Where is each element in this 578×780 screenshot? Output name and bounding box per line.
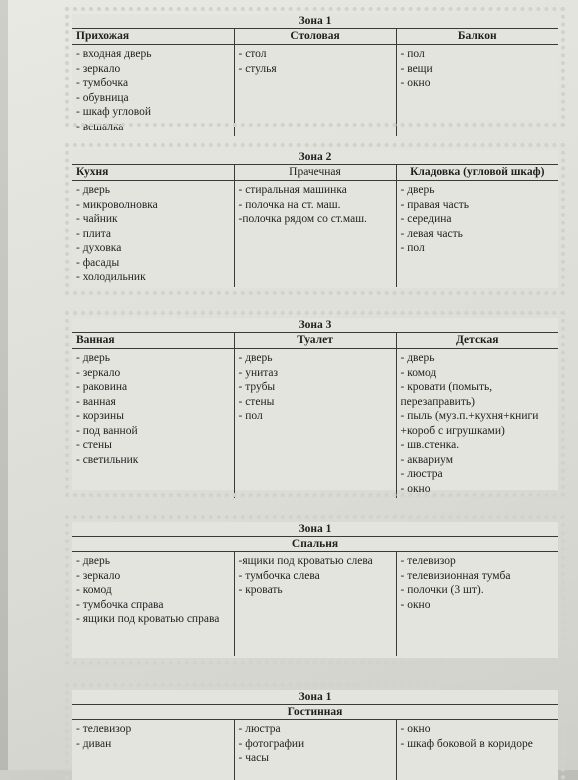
zone-block-1 bbox=[72, 14, 558, 133]
task-item: - под ванной bbox=[76, 424, 138, 437]
task-item: - унитаз bbox=[238, 366, 279, 379]
room-tasks-dining bbox=[234, 45, 396, 137]
task-item: - стол bbox=[238, 48, 267, 60]
task-item: - ванная bbox=[76, 395, 116, 408]
task-item: - середина bbox=[400, 213, 452, 225]
zone-block-living-room bbox=[72, 690, 558, 780]
task-item: - полочка на ст. маш. bbox=[238, 198, 341, 211]
task-item: - комод bbox=[76, 584, 112, 596]
zone-title: Зона 2 bbox=[72, 150, 558, 165]
room-header-bathroom: Ванная bbox=[72, 333, 234, 349]
room-tasks-toilet bbox=[234, 349, 396, 499]
task-item: - входная дверь bbox=[76, 48, 152, 60]
room-tasks-bathroom bbox=[72, 349, 234, 499]
task-list bbox=[239, 183, 392, 227]
task-item: - люстра bbox=[400, 468, 443, 480]
zone-block-2 bbox=[72, 150, 558, 288]
room-header-dining: Столовая bbox=[234, 29, 396, 45]
task-item: - вешалка bbox=[76, 120, 124, 133]
room-title-living-room: Гостинная bbox=[72, 705, 558, 720]
task-item: - левая часть bbox=[400, 227, 463, 240]
task-item: - окно bbox=[400, 77, 431, 89]
task-list bbox=[401, 722, 555, 751]
task-list bbox=[76, 351, 230, 467]
room-tasks-kids-room bbox=[396, 349, 558, 499]
task-item: - раковина bbox=[76, 381, 128, 393]
task-item: - шв.стенка. bbox=[400, 439, 460, 451]
task-item: - стулья bbox=[238, 62, 277, 75]
room-header-toilet: Туалет bbox=[234, 333, 396, 349]
task-list bbox=[76, 47, 230, 134]
task-list bbox=[239, 554, 392, 598]
zone-block-3 bbox=[72, 318, 558, 495]
task-item: - холодильник bbox=[76, 271, 146, 283]
task-item: - окно bbox=[400, 482, 431, 495]
task-item: - дверь bbox=[400, 184, 435, 196]
task-item: - дверь bbox=[76, 184, 111, 196]
task-item: - дверь bbox=[76, 555, 111, 567]
task-item: - тумбочка справа bbox=[76, 598, 164, 611]
task-item: - пол bbox=[238, 410, 263, 422]
task-item: - трубы bbox=[238, 381, 276, 393]
zone-table bbox=[72, 29, 558, 136]
task-list bbox=[76, 554, 230, 627]
task-item: - телевизионная тумба bbox=[400, 569, 511, 582]
zone-table bbox=[72, 552, 558, 656]
task-list bbox=[239, 47, 392, 76]
task-item: - зеркало bbox=[76, 569, 121, 582]
task-list bbox=[401, 183, 555, 256]
room-tasks-living-left bbox=[72, 720, 234, 780]
task-item: - полочки (3 шт). bbox=[400, 584, 484, 596]
task-item: - ящики под кроватью справа bbox=[76, 613, 220, 625]
room-header-kids-room: Детская bbox=[396, 333, 558, 349]
task-list bbox=[401, 47, 555, 91]
room-tasks-living-right bbox=[396, 720, 558, 780]
task-item: - стены bbox=[76, 439, 112, 451]
task-item: - вещи bbox=[400, 62, 433, 75]
task-item: - окно bbox=[400, 723, 431, 735]
room-title-bedroom: Спальня bbox=[72, 537, 558, 552]
room-tasks-living-middle bbox=[234, 720, 396, 780]
task-item: - духовка bbox=[76, 242, 122, 254]
task-item: - люстра bbox=[238, 723, 281, 735]
room-tasks-bedroom-middle bbox=[234, 552, 396, 656]
room-header-kitchen: Кухня bbox=[72, 165, 234, 181]
room-header-hallway: Прихожая bbox=[72, 29, 234, 45]
room-tasks-laundry bbox=[234, 181, 396, 287]
task-item: - дверь bbox=[76, 352, 111, 364]
task-item: - плита bbox=[76, 227, 112, 240]
room-tasks-hallway bbox=[72, 45, 234, 137]
task-item: - фасады bbox=[76, 256, 120, 269]
zone-table bbox=[72, 333, 558, 498]
task-item: - комод bbox=[400, 366, 437, 379]
task-item: - аквариум bbox=[400, 453, 454, 466]
task-item: - шкаф боковой в коридоре bbox=[400, 737, 533, 750]
task-list bbox=[76, 722, 230, 751]
task-item: - обувница bbox=[76, 91, 129, 104]
zone-block-bedroom bbox=[72, 522, 558, 658]
task-item: - пол bbox=[400, 48, 425, 60]
task-item: - кровати (помыть, перезаправить) bbox=[400, 381, 493, 408]
task-item: - тумбочка bbox=[76, 77, 129, 89]
task-item: - тумбочка слева bbox=[238, 569, 320, 582]
task-item: - фотографии bbox=[238, 737, 305, 750]
task-item: - окно bbox=[400, 598, 431, 611]
task-item: - чайник bbox=[76, 213, 118, 225]
zone-table bbox=[72, 165, 558, 287]
room-header-pantry: Кладовка (угловой шкаф) bbox=[396, 165, 558, 181]
room-tasks-balcony bbox=[396, 45, 558, 137]
task-list bbox=[239, 351, 392, 424]
zone-table bbox=[72, 720, 558, 780]
task-item: - микроволновка bbox=[76, 198, 158, 211]
task-item: - корзины bbox=[76, 410, 124, 422]
zone-title: Зона 1 bbox=[72, 690, 558, 705]
task-item: -ящики под кроватью слева bbox=[238, 555, 373, 567]
task-item: - дверь bbox=[238, 352, 273, 364]
task-item: - дверь bbox=[400, 352, 435, 364]
task-item: - пол bbox=[400, 242, 425, 254]
room-header-balcony: Балкон bbox=[396, 29, 558, 45]
task-item: - шкаф угловой bbox=[76, 106, 152, 118]
task-list bbox=[401, 351, 555, 496]
task-item: - кровать bbox=[238, 584, 283, 596]
task-item: - диван bbox=[76, 737, 112, 750]
zone-title: Зона 1 bbox=[72, 522, 558, 537]
task-item: - правая часть bbox=[400, 198, 470, 211]
task-item: - зеркало bbox=[76, 366, 121, 379]
task-item: -полочка рядом со ст.маш. bbox=[238, 213, 367, 225]
task-item: - часы bbox=[238, 752, 269, 764]
paper-sheet bbox=[8, 0, 578, 770]
task-item: - пыль (муз.п.+кухня+книги +короб с игрушками) bbox=[400, 410, 539, 437]
task-item: - стиральная машинка bbox=[238, 184, 347, 196]
task-list bbox=[401, 554, 555, 612]
task-item: - телевизор bbox=[76, 723, 132, 735]
task-list bbox=[76, 183, 230, 285]
room-tasks-bedroom-left bbox=[72, 552, 234, 656]
zone-title: Зона 1 bbox=[72, 14, 558, 29]
room-tasks-kitchen bbox=[72, 181, 234, 287]
zone-title: Зона 3 bbox=[72, 318, 558, 333]
room-tasks-pantry bbox=[396, 181, 558, 287]
room-header-laundry: Прачечная bbox=[234, 165, 396, 181]
room-tasks-bedroom-right bbox=[396, 552, 558, 656]
task-item: - стены bbox=[238, 395, 275, 408]
task-item: - светильник bbox=[76, 453, 139, 466]
task-list bbox=[239, 722, 392, 766]
task-item: - зеркало bbox=[76, 62, 121, 75]
task-item: - телевизор bbox=[400, 555, 456, 567]
